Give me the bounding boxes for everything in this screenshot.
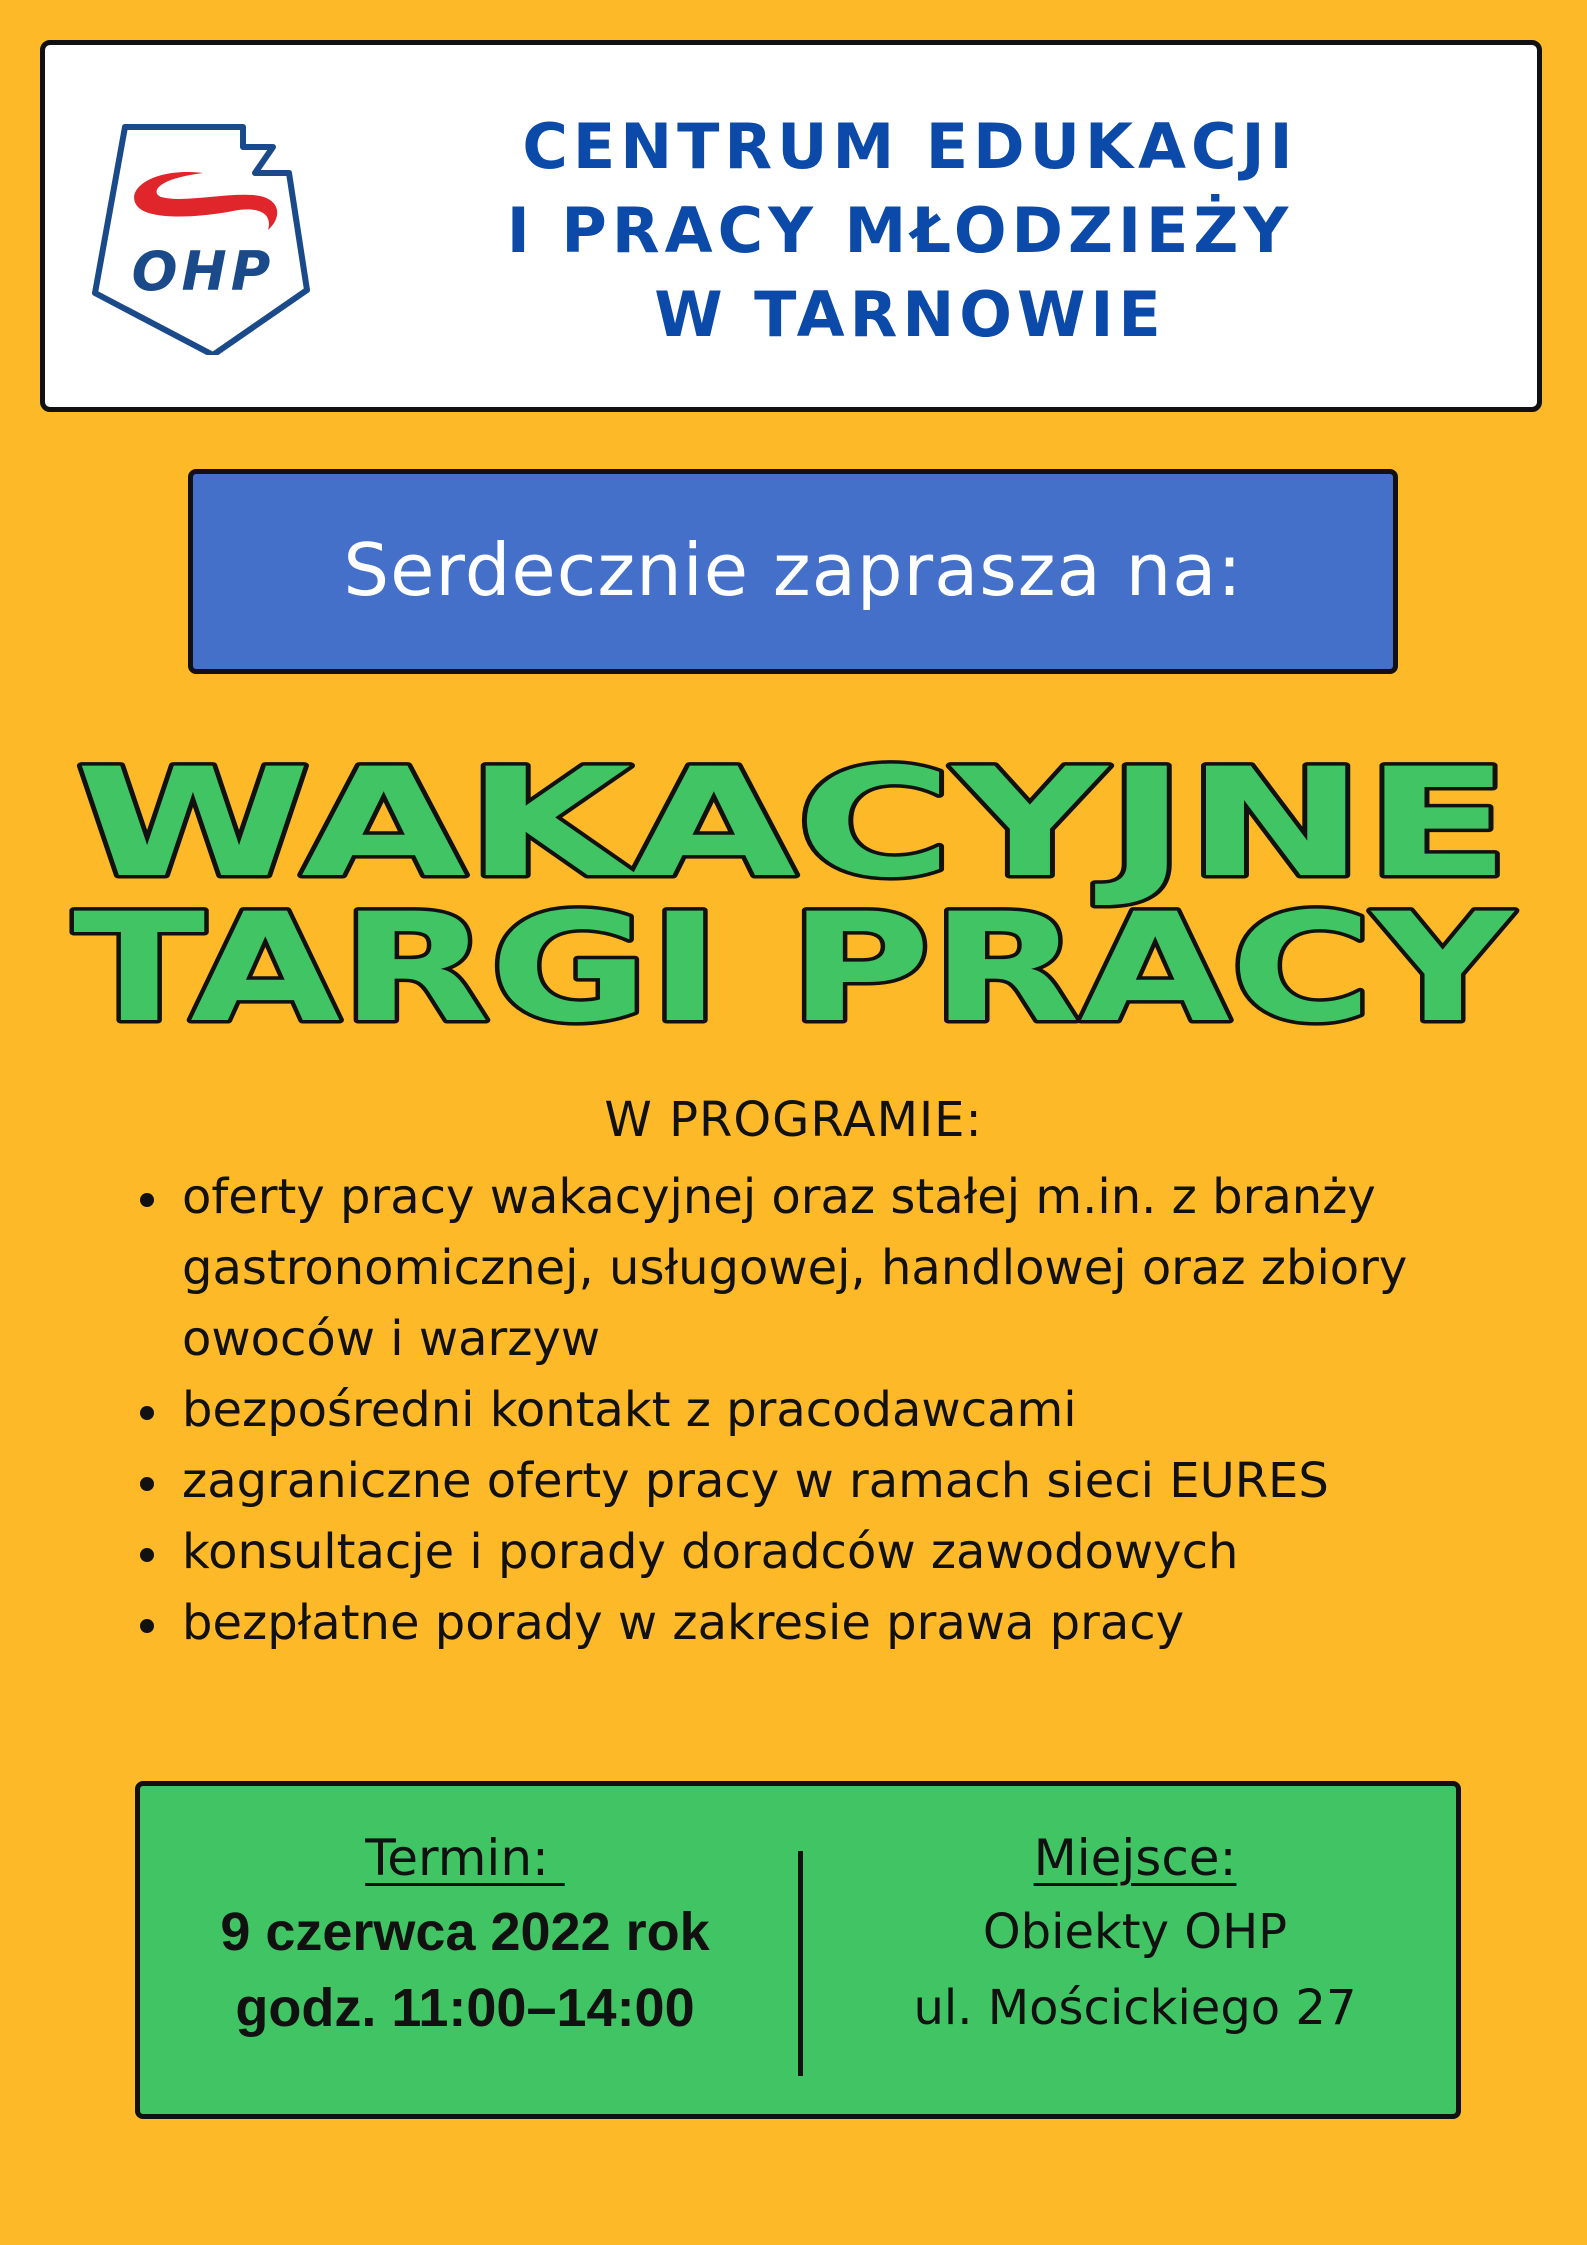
date-column <box>140 1822 790 2046</box>
place-name: Obiekty OHP <box>982 1904 1288 1960</box>
organization-name-line: I PRACY MŁODZIEŻY <box>506 194 1294 267</box>
place-address: ul. Mościckiego 27 <box>913 1980 1357 2036</box>
ohp-logo-text: OHP <box>131 240 275 303</box>
organization-name-line: W TARNOWIE <box>654 278 1166 351</box>
organization-name-line: CENTRUM EDUKACJI <box>522 110 1298 183</box>
invitation-text: Serdecznie zaprasza na: <box>343 527 1243 612</box>
event-title-line-1: WAKACYJNE <box>75 737 1511 911</box>
program-item: konsultacje i porady doradców zawodowych <box>140 1517 1470 1588</box>
time-value: godz. 11:00–14:00 <box>235 1978 695 2038</box>
event-details-box <box>135 1781 1461 2119</box>
place-column <box>810 1822 1460 2046</box>
program-item: oferty pracy wakacyjnej oraz stałej m.in. z branży gastronomicznej, usługowej, handlowej oraz zbiory owoców i warzyw <box>140 1162 1470 1375</box>
program-heading: W PROGRAMIE: <box>604 1092 983 1148</box>
date-label: Termin: <box>365 1829 565 1887</box>
event-title <box>0 0 1587 1040</box>
program-item: bezpośredni kontakt z pracodawcami <box>140 1375 1470 1446</box>
date-value: 9 czerwca 2022 rok <box>220 1902 710 1962</box>
program-item: bezpłatne porady w zakresie prawa pracy <box>140 1588 1470 1659</box>
place-label: Miejsce: <box>1033 1829 1237 1887</box>
program-list <box>140 1162 1470 1659</box>
event-title-line-2: TARGI PRACY <box>73 882 1517 1040</box>
details-divider <box>798 1851 803 2076</box>
program-item: zagraniczne oferty pracy w ramach sieci EURES <box>140 1446 1470 1517</box>
